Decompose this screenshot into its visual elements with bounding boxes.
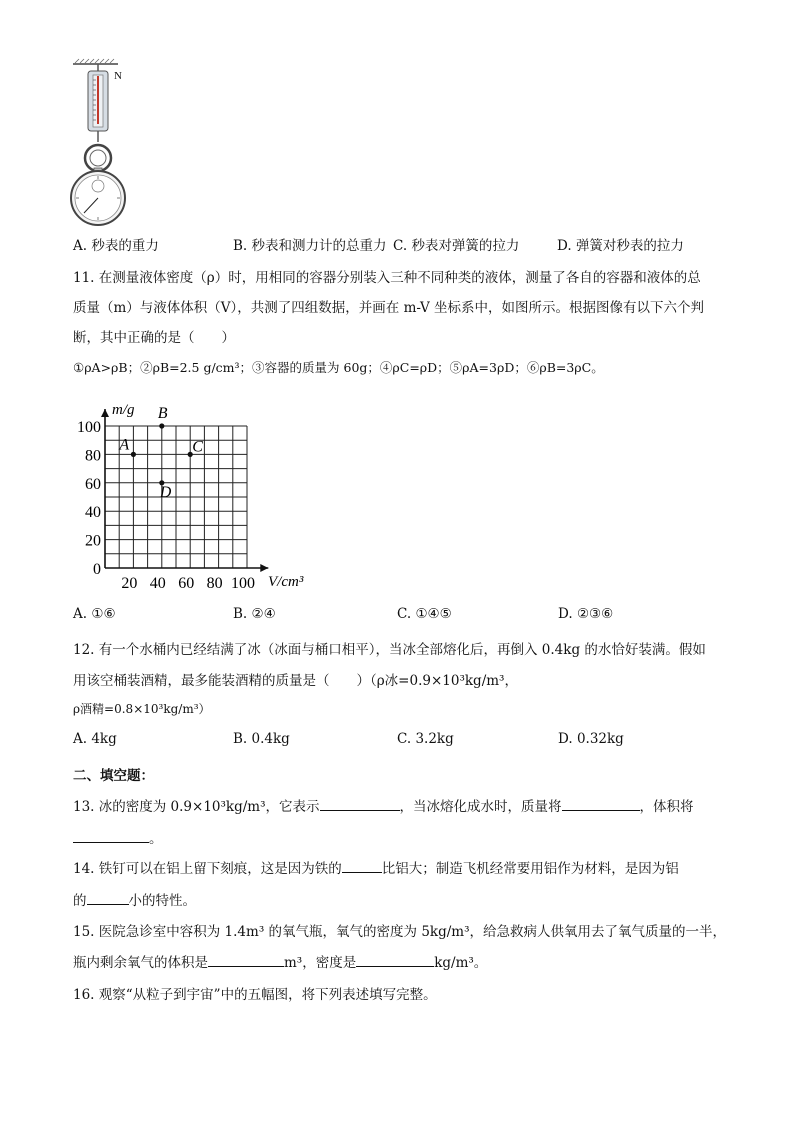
x-tick-label: 80	[206, 575, 223, 592]
q12-option-b[interactable]: B. 0.4kg	[233, 731, 290, 747]
q12-line3: ρ酒精=0.8×10³kg/m³）	[73, 702, 211, 716]
point-label-d: D	[159, 483, 172, 501]
scale-unit-label: N	[114, 70, 122, 82]
data-point-b	[159, 423, 164, 428]
point-label-c: C	[192, 438, 203, 456]
spring-scale-stopwatch-figure	[60, 58, 140, 230]
q10-option-c[interactable]: C. 秒表对弹簧的拉力	[393, 238, 520, 254]
mv-chart	[70, 392, 340, 592]
q15-blank-2[interactable]	[356, 954, 434, 967]
y-tick-label: 0	[93, 561, 101, 578]
x-tick-label: 20	[121, 575, 138, 592]
q12-option-d[interactable]: D. 0.32kg	[558, 731, 624, 747]
q15-line1: 15. 医院急诊室中容积为 1.4m³ 的氧气瓶，氧气的密度为 5kg/m³，给急救病人供氧用去了氧气质量的一半，	[73, 924, 726, 940]
x-tick-label: 60	[178, 575, 195, 592]
x-axis-arrow	[260, 564, 268, 572]
q12-option-a[interactable]: A. 4kg	[73, 731, 117, 747]
y-tick-label: 100	[77, 419, 101, 436]
section-title: 二、填空题：	[73, 768, 154, 784]
q10-option-d[interactable]: D. 弹簧对秒表的拉力	[557, 238, 684, 254]
q15-line2: 瓶内剩余氧气的体积是 m³，密度是 kg/m³。	[73, 955, 488, 971]
q12-option-c[interactable]: C. 3.2kg	[397, 731, 454, 747]
chart-xlabel: V/cm³	[268, 574, 304, 590]
q14-line1: 14. 铁钉可以在铝上留下刻痕，这是因为铁的 比铝大；制造飞机经常要用铝作为材料，是因为铝	[73, 861, 679, 877]
q11-option-d[interactable]: D. ②③⑥	[558, 606, 614, 622]
q10-option-a[interactable]: A. 秒表的重力	[73, 238, 159, 254]
point-label-b: B	[157, 405, 168, 422]
q14-line2: 的 小的特性。	[73, 893, 196, 909]
q13-line2: 。	[73, 827, 163, 847]
y-tick-label: 20	[85, 532, 101, 550]
q11-line1: 11. 在测量液体密度（ρ）时，用相同的容器分别装入三种不同种类的液体，测量了各自的容器和液体的总	[73, 270, 701, 286]
q11-judgements: ①ρA>ρB；②ρB=2.5 g/cm³；③容器的质量为 60g；④ρC=ρD；⑤ρA=3ρD；⑥ρB=3ρC。	[73, 360, 604, 375]
point-label-a: A	[119, 436, 130, 454]
q16-line: 16. 观察“从粒子到宇宙”中的五幅图，将下列表述填写完整。	[73, 987, 437, 1003]
q12-line1: 12. 有一个水桶内已经结满了冰（冰面与桶口相平），当冰全部熔化后，再倒入 0.4kg 的水恰好装满。假如	[73, 642, 706, 658]
q15-blank-1[interactable]	[208, 954, 284, 967]
y-tick-label: 80	[85, 447, 101, 465]
q14-blank-2[interactable]	[87, 892, 129, 905]
data-point-a	[131, 452, 136, 457]
q14-blank-1[interactable]	[342, 860, 382, 873]
q11-line3: 断，其中正确的是（ ）	[73, 330, 235, 346]
x-tick-label: 100	[231, 575, 255, 592]
q11-line2: 质量（m）与液体体积（V），共测了四组数据，并画在 m-V 坐标系中，如图所示。根据图像有以下六个判	[73, 300, 705, 316]
q11-option-a[interactable]: A. ①⑥	[73, 606, 116, 622]
q11-option-b[interactable]: B. ②④	[233, 606, 276, 622]
q11-option-c[interactable]: C. ①④⑤	[397, 606, 452, 622]
y-tick-label: 60	[85, 475, 101, 493]
q13-blank-1[interactable]	[320, 798, 400, 811]
q10-option-b[interactable]: B. 秒表和测力计的总重力	[233, 238, 387, 254]
q13-line1: 13. 冰的密度为 0.9×10³kg/m³，它表示 ，当冰熔化成水时，质量将 ，体积将	[73, 799, 694, 815]
x-tick-label: 40	[149, 575, 166, 592]
y-tick-label: 40	[85, 504, 101, 522]
y-axis-arrow	[101, 409, 109, 417]
q13-blank-2[interactable]	[562, 798, 640, 811]
chart-ylabel: m/g	[112, 402, 135, 418]
q12-line2: 用该空桶装酒精，最多能装酒精的质量是（ ）（ρ冰=0.9×10³kg/m³，	[73, 673, 518, 689]
q13-blank-3[interactable]	[73, 830, 149, 843]
